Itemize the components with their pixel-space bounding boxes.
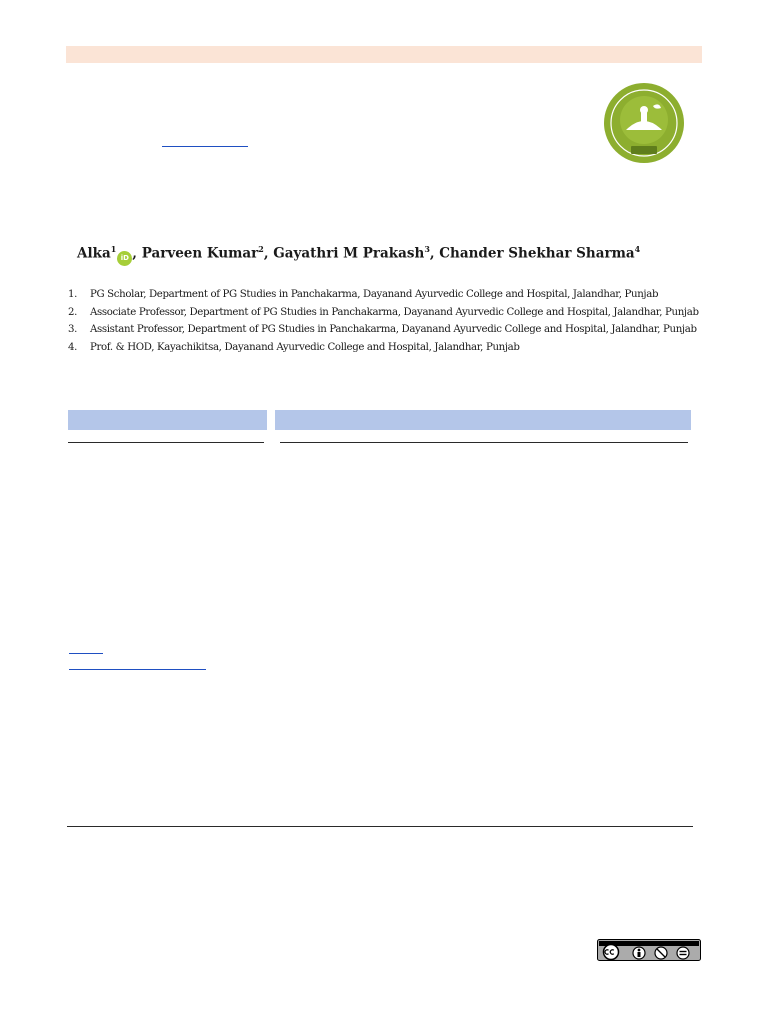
affiliation-list — [66, 286, 700, 356]
article-info-divider — [68, 442, 264, 443]
author-affiliation-marker: 4 — [634, 244, 641, 254]
journal-link-underline[interactable] — [162, 146, 248, 147]
affiliation-text: Prof. & HOD, Kayachikitsa, Dayanand Ayurvedic College and Hospital, Jalandhar, Punjab — [90, 341, 520, 353]
author-affiliation-marker: 1 — [110, 244, 117, 254]
affiliation-number: 1. — [68, 289, 78, 300]
article-info-header-bar — [68, 410, 267, 430]
author-name: Gayathri M Prakash — [273, 245, 425, 262]
abstract-divider — [280, 442, 688, 443]
journal-logo-icon — [601, 82, 687, 164]
author-name: Parveen Kumar — [141, 245, 259, 262]
affiliation-number: 3. — [68, 324, 78, 335]
author-separator: , — [263, 245, 274, 262]
affiliation-text: Associate Professor, Department of PG Studies in Panchakarma, Dayanand Ayurvedic College and Hospital, Jalandhar, Punjab — [90, 306, 699, 318]
cc-by-nc-nd-icon[interactable] — [597, 939, 701, 961]
header-band — [66, 46, 702, 63]
abstract-header-bar — [275, 410, 691, 430]
author-name: Alka — [77, 245, 111, 262]
affiliation-item — [66, 339, 700, 357]
affiliation-number: 2. — [68, 306, 78, 318]
author-separator: , — [132, 245, 142, 262]
affiliation-item — [66, 321, 700, 339]
affiliation-number: 4. — [68, 341, 78, 353]
author-separator: , — [429, 245, 440, 262]
affiliation-item — [66, 286, 700, 304]
orcid-icon[interactable]: iD — [117, 251, 132, 266]
article-url-underline[interactable] — [69, 669, 206, 670]
affiliation-item — [66, 304, 700, 322]
doi-link-underline[interactable] — [69, 653, 103, 654]
author-affiliation-marker: 3 — [424, 244, 430, 254]
author-list — [77, 244, 640, 266]
author-name: Chander Shekhar Sharma — [439, 245, 635, 262]
affiliation-text: Assistant Professor, Department of PG Studies in Panchakarma, Dayanand Ayurvedic College and Hospital, Jalandhar, Punjab — [90, 324, 697, 335]
affiliation-text: PG Scholar, Department of PG Studies in Panchakarma, Dayanand Ayurvedic College and Hospital, Jalandhar, Punjab — [90, 289, 659, 300]
footer-divider — [67, 826, 693, 827]
author-affiliation-marker: 2 — [258, 244, 264, 254]
